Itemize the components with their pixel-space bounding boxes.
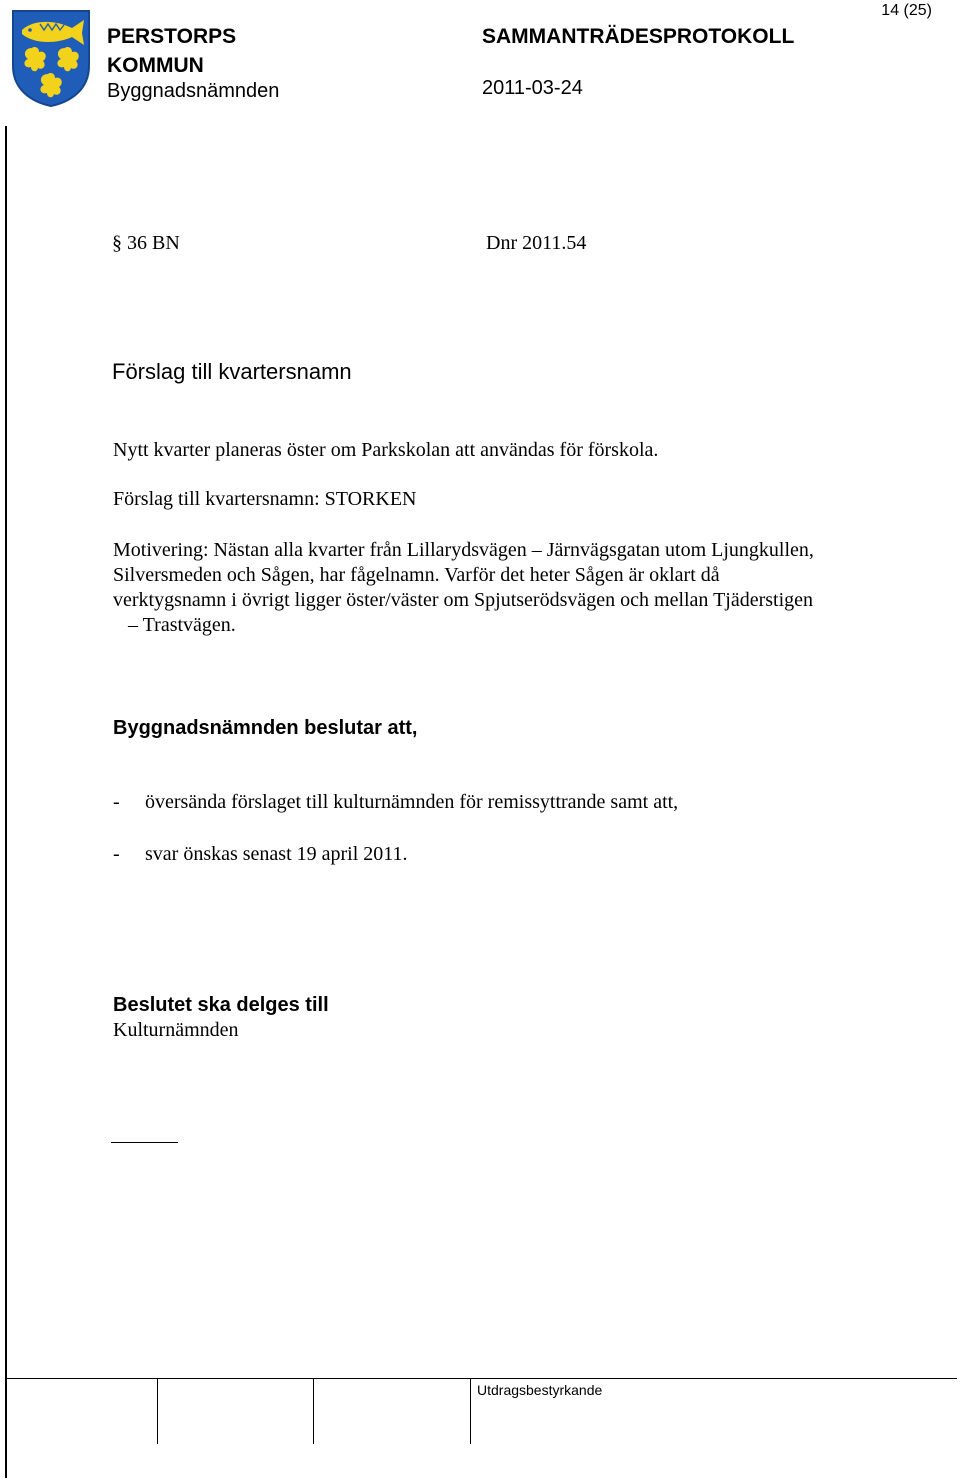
meeting-date: 2011-03-24 (482, 77, 583, 99)
certification-label: Utdragsbestyrkande (477, 1382, 603, 1398)
proposal-paragraph: Förslag till kvartersnamn: STORKEN (113, 488, 417, 510)
signature-line (111, 1142, 178, 1143)
org-name-line2: KOMMUN (107, 54, 204, 77)
footer-rule (5, 1378, 957, 1379)
motivation-line: verktygsnamn i övrigt ligger öster/väster om Spjutserödsvägen och mellan Tjäderstigen (113, 589, 814, 611)
item-title: Förslag till kvartersnamn (112, 359, 352, 384)
motivation-line: – Trastvägen. (128, 614, 236, 636)
decision-item (113, 790, 678, 815)
footer-divider (157, 1378, 158, 1444)
document-type: SAMMANTRÄDESPROTOKOLL (482, 25, 795, 48)
motivation-line: Motivering: Nästan alla kvarter från Lillarydsvägen – Järnvägsgatan utom Ljungkullen, (113, 539, 814, 561)
margin-line (5, 126, 7, 1478)
decision-item (113, 842, 408, 867)
municipal-logo (10, 8, 92, 108)
list-dash: - (113, 843, 120, 865)
footer-divider (470, 1378, 471, 1444)
motivation-line: Silversmeden och Sågen, har fågelnamn. Varför det heter Sågen är oklart då (113, 564, 720, 586)
department-name: Byggnadsnämnden (107, 80, 280, 102)
footer-divider (313, 1378, 314, 1444)
delivery-recipient: Kulturnämnden (113, 1019, 239, 1041)
intro-paragraph: Nytt kvarter planeras öster om Parkskolan att användas för förskola. (113, 439, 659, 461)
decision-text: svar önskas senast 19 april 2011. (145, 843, 408, 865)
section-number: § 36 BN (112, 232, 180, 254)
delivery-heading: Beslutet ska delges till (113, 994, 329, 1016)
org-name-line1: PERSTORPS (107, 25, 237, 48)
list-dash: - (113, 791, 120, 813)
motivation-paragraph (113, 538, 903, 638)
decision-text: översända förslaget till kulturnämnden för remissyttrande samt att, (145, 791, 679, 813)
page-number: 14 (25) (881, 2, 932, 19)
case-number: Dnr 2011.54 (486, 232, 587, 254)
decision-heading: Byggnadsnämnden beslutar att, (113, 717, 418, 739)
